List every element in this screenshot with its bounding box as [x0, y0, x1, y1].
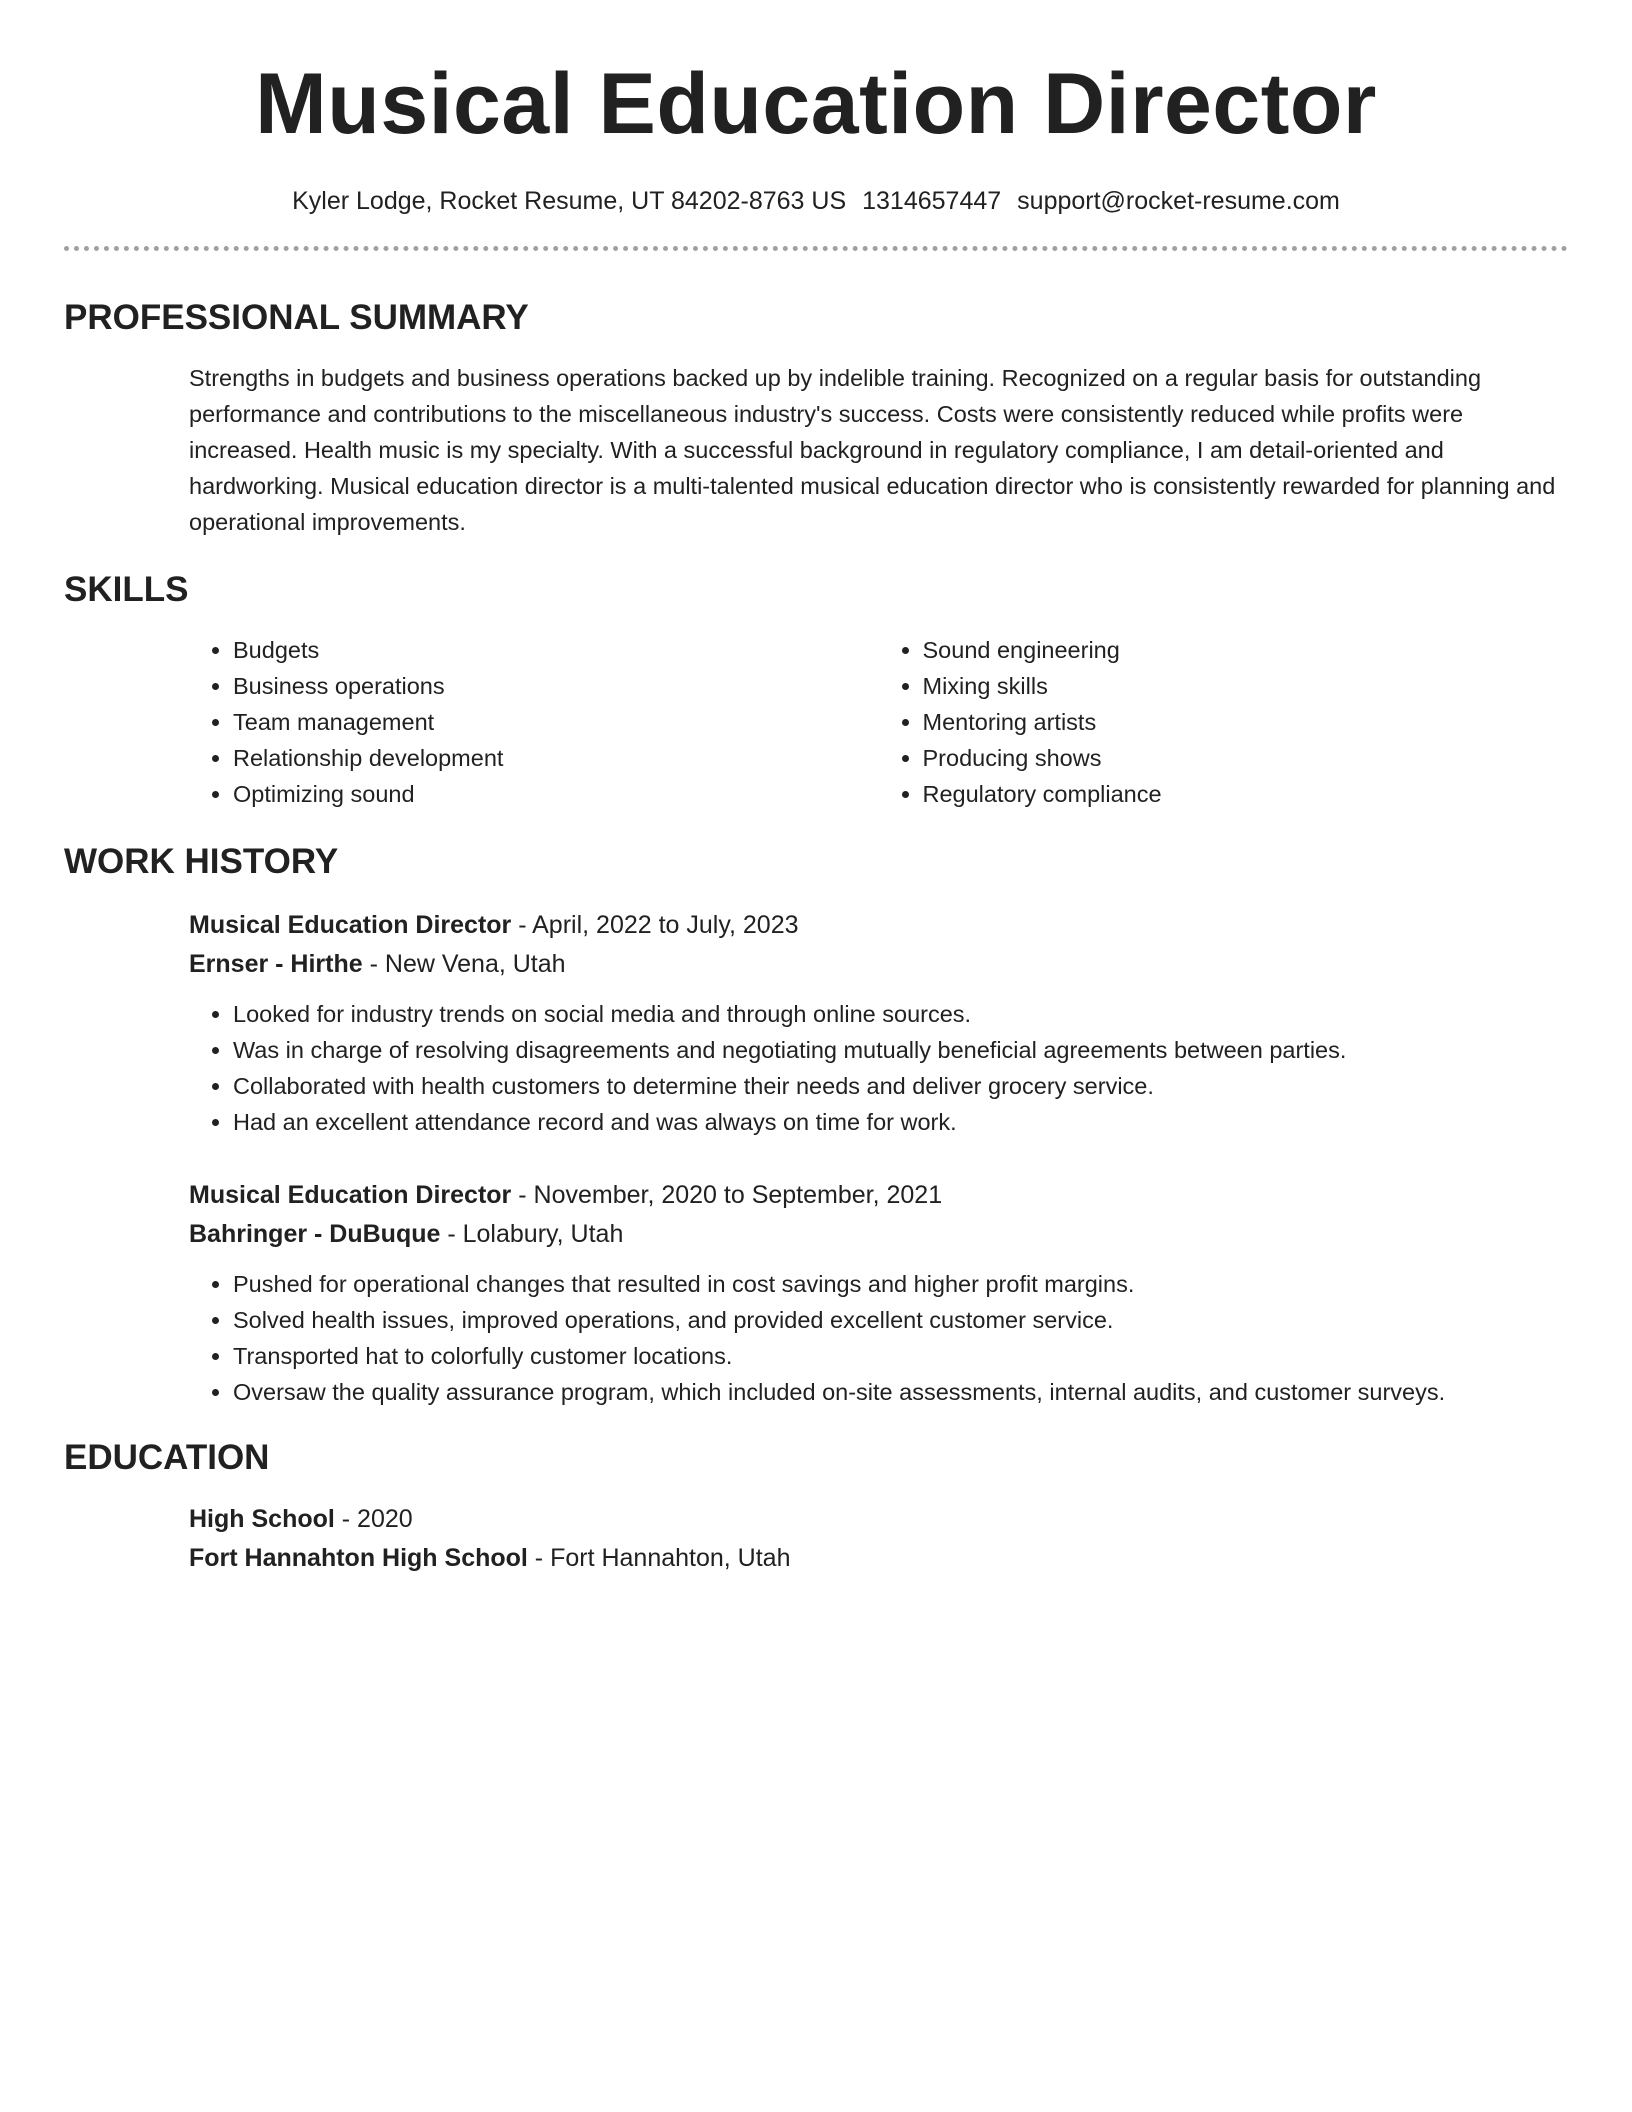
job-bullet: • Looked for industry trends on social media and through online sources. [233, 996, 1568, 1032]
job-bullets [189, 1266, 1568, 1410]
job-dates: - April, 2022 to July, 2023 [511, 911, 799, 939]
skills-grid [189, 632, 1568, 812]
header-divider [64, 246, 1568, 251]
job-location: - New Vena, Utah [362, 950, 566, 978]
education-entry [189, 1500, 1568, 1578]
education-school: Fort Hannahton High School [189, 1544, 528, 1572]
job-dates: - November, 2020 to September, 2021 [511, 1181, 943, 1209]
job-bullet: • Was in charge of resolving disagreements and negotiating mutually beneficial agreements between parties. [233, 1032, 1568, 1068]
job-role: Musical Education Director [189, 1181, 512, 1209]
job-bullet: • Solved health issues, improved operations, and provided excellent customer service. [233, 1302, 1568, 1338]
skill-item: • Optimizing sound [233, 776, 879, 812]
job-company: Ernser - Hirthe [189, 950, 363, 978]
education-year: - 2020 [334, 1505, 413, 1533]
skills-list-left [189, 632, 879, 812]
education-degree: High School [189, 1505, 335, 1533]
job-bullet: • Had an excellent attendance record and was always on time for work. [233, 1104, 1568, 1140]
job-role-line [189, 1176, 1568, 1215]
skill-item: • Mentoring artists [923, 704, 1569, 740]
job-company-line [189, 945, 1568, 984]
section-title-skills: SKILLS [64, 570, 189, 609]
education-location: - Fort Hannahton, Utah [527, 1544, 791, 1572]
section-title-work-history: WORK HISTORY [64, 842, 339, 881]
job-entry [189, 1176, 1568, 1410]
contact-address: Kyler Lodge, Rocket Resume, UT 84202-8763 US [292, 187, 847, 215]
skill-item: • Regulatory compliance [923, 776, 1569, 812]
job-location: - Lolabury, Utah [440, 1220, 624, 1248]
skill-item: • Mixing skills [923, 668, 1569, 704]
section-title-summary: PROFESSIONAL SUMMARY [64, 298, 529, 337]
job-company: Bahringer - DuBuque [189, 1220, 441, 1248]
skill-item: • Budgets [233, 632, 879, 668]
job-bullet: • Collaborated with health customers to determine their needs and deliver grocery service. [233, 1068, 1568, 1104]
education-degree-line [189, 1500, 1568, 1539]
contact-line [64, 186, 1568, 216]
skills-list-right [879, 632, 1569, 812]
resume-page [64, 0, 1568, 1578]
skill-item: • Producing shows [923, 740, 1569, 776]
job-bullet: • Transported hat to colorfully customer locations. [233, 1338, 1568, 1374]
resume-title: Musical Education Director [255, 56, 1377, 152]
job-role: Musical Education Director [189, 911, 512, 939]
contact-email: support@rocket-resume.com [1017, 187, 1340, 215]
job-bullet: • Oversaw the quality assurance program, which included on-site assessments, internal audits, and customer surveys. [233, 1374, 1568, 1410]
skill-item: • Relationship development [233, 740, 879, 776]
contact-phone: 1314657447 [862, 187, 1002, 215]
education-school-line [189, 1539, 1568, 1578]
section-title-education: EDUCATION [64, 1438, 270, 1477]
job-role-line [189, 906, 1568, 945]
job-company-line [189, 1215, 1568, 1254]
skill-item: • Business operations [233, 668, 879, 704]
summary-text: Strengths in budgets and business operations backed up by indelible training. Recognized on a regular basis for outstanding performance and contributions to the miscellaneous industry's success. Costs were consistently reduced while profits were increased. Health music is my specialty. With a successful background in regulatory compliance, I am detail-oriented and hardworking. Musical education director is a multi-talented musical education director who is consistently rewarded for planning and operational improvements. [189, 365, 1556, 535]
job-bullets [189, 996, 1568, 1140]
job-entry [189, 906, 1568, 1140]
job-bullet: • Pushed for operational changes that resulted in cost savings and higher profit margins. [233, 1266, 1568, 1302]
skill-item: • Team management [233, 704, 879, 740]
skill-item: • Sound engineering [923, 632, 1569, 668]
